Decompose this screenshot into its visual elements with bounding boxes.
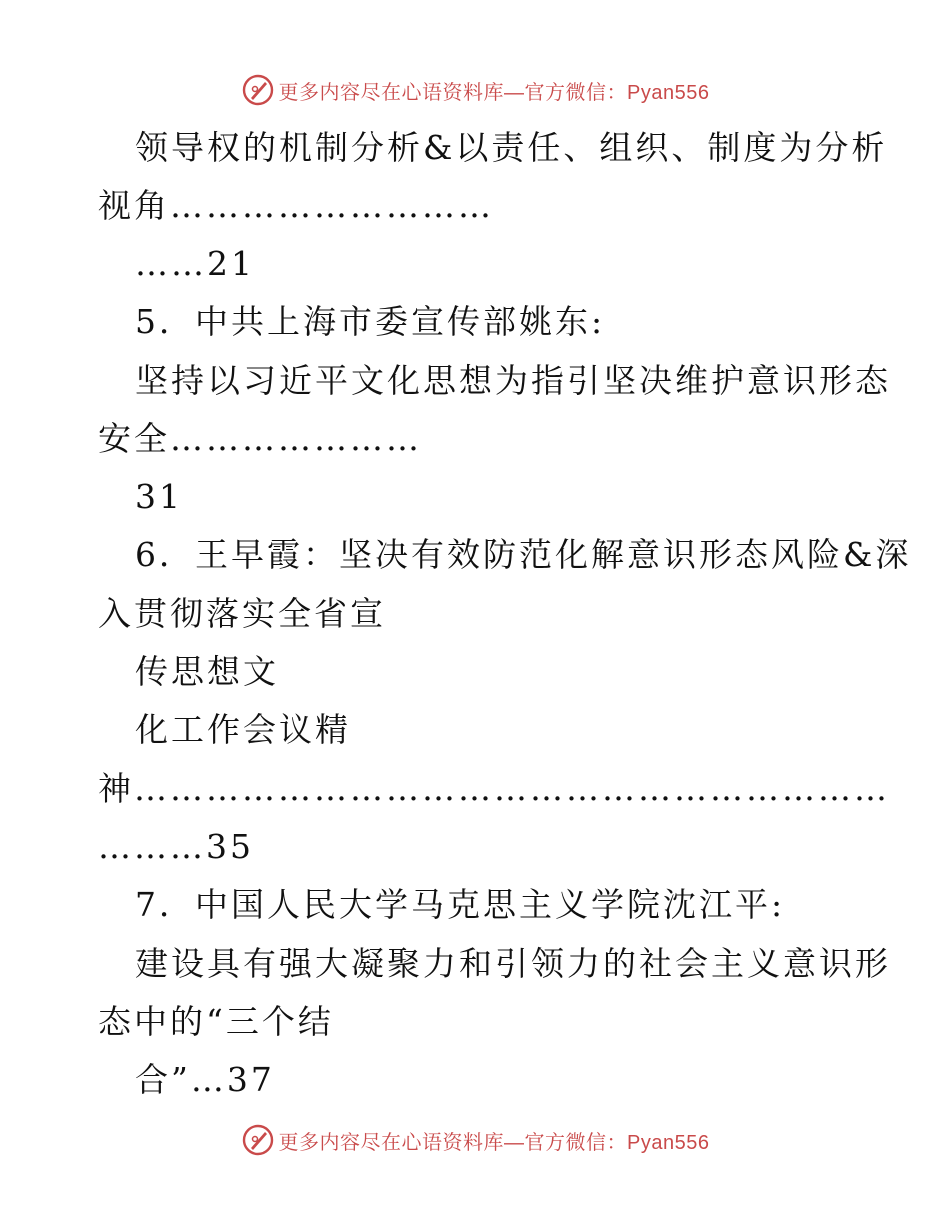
toc-line: 7．中国人民大学马克思主义学院沈江平: [135, 885, 786, 924]
toc-line: 领导权的机制分析&以责任、组织、制度为分析 [135, 128, 888, 167]
toc-line: 合”…37 [135, 1060, 275, 1099]
toc-line: 传思想文 [135, 652, 279, 691]
toc-line: ……21 [135, 244, 255, 283]
toc-line: ………35 [98, 827, 254, 866]
toc-line: 坚持以习近平文化思想为指引坚决维护意识形态 [135, 361, 891, 400]
pen-logo-icon [241, 1123, 275, 1157]
toc-line: 6．王早霞：坚决有效防范化解意识形态风险&深 [135, 535, 912, 574]
footer-banner-text: 更多内容尽在心语资料库—官方微信：Pyan556 [278, 1131, 710, 1154]
toc-line: 安全………………… [98, 419, 422, 458]
toc-line: 视角……………………… [98, 186, 494, 225]
toc-line: 态中的“三个结 [98, 1002, 334, 1041]
footer-banner [0, 1120, 950, 1160]
toc-line: 神……………………………………………………… [98, 769, 890, 808]
pen-logo-icon [241, 73, 275, 107]
toc-line: 化工作会议精 [135, 710, 351, 749]
toc-line: 入贯彻落实全省宣 [98, 594, 386, 633]
toc-line: 建设具有强大凝聚力和引领力的社会主义意识形 [135, 944, 891, 983]
toc-line: 31 [135, 477, 183, 516]
toc-line: 5．中共上海市委宣传部姚东: [135, 302, 606, 341]
header-banner-text: 更多内容尽在心语资料库—官方微信：Pyan556 [278, 81, 710, 104]
header-banner [0, 70, 950, 110]
